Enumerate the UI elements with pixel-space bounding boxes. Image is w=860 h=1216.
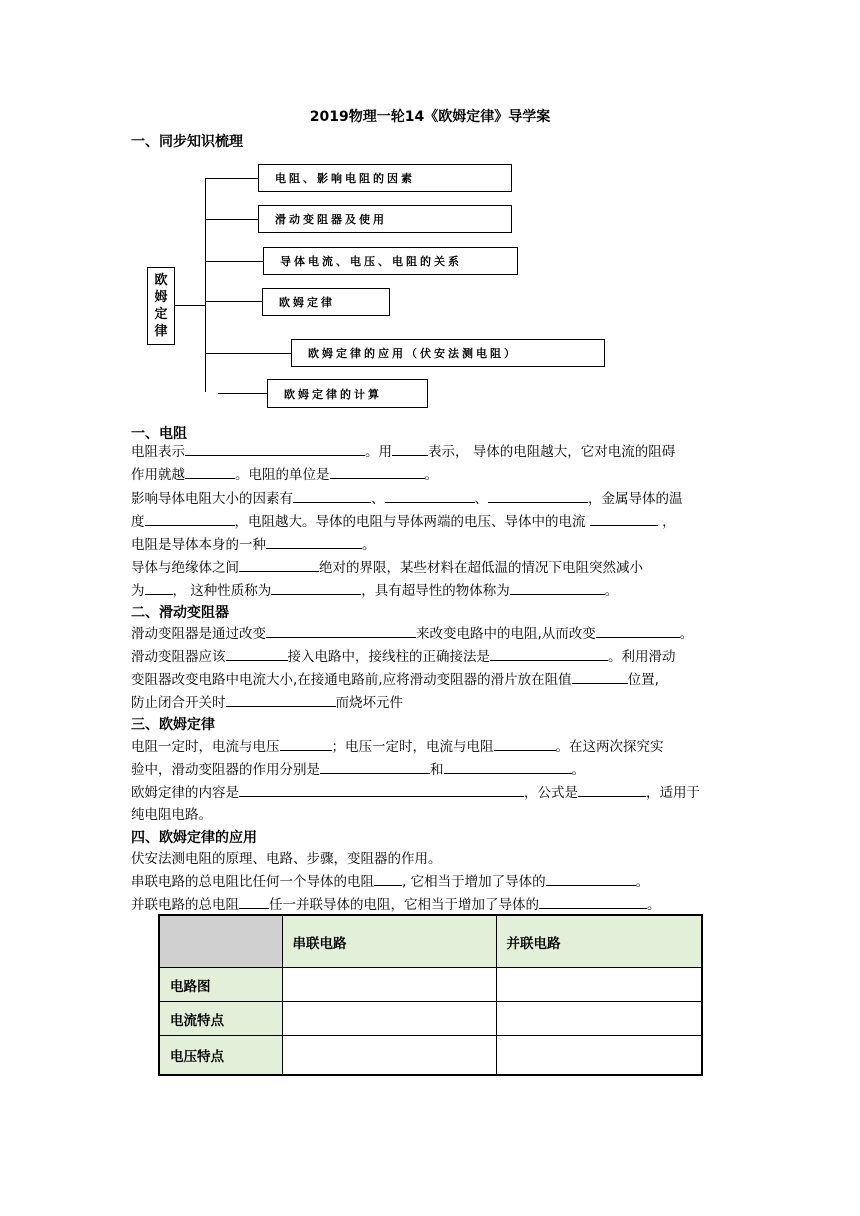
table-row bbox=[159, 968, 702, 1002]
text-line: 串联电路的总电阻比任何一个导体的电阻 , 它相当于增加了导体的 。 bbox=[131, 871, 649, 893]
mindmap-root-connector bbox=[175, 305, 205, 306]
table-cell bbox=[496, 1002, 702, 1036]
text-line: 并联电路的总电阻 任一并联导体的电阻，它相当于增加了导体的 。 bbox=[131, 894, 661, 916]
text-line: 为 ， 这种性质称为 ，具有超导性的物体称为 。 bbox=[131, 580, 618, 602]
text-line: 作用就越 。电阻的单位是 。 bbox=[131, 464, 438, 486]
mindmap-root-char: 姆 bbox=[154, 290, 168, 305]
table-cell bbox=[282, 1002, 496, 1036]
mindmap-root-char: 定 bbox=[154, 307, 168, 322]
table-row-label: 电压特点 bbox=[159, 1036, 282, 1076]
text-line: 滑动变阻器应该 接入电路中，接线柱的正确接法是 。利用滑动 bbox=[131, 646, 676, 668]
mindmap-branch bbox=[205, 353, 291, 354]
text-line: 度 ，电阻越大。导体的电阻与导体两端的电压、导体中的电流 ， bbox=[131, 511, 676, 533]
text-line: 验中，滑动变阻器的作用分别是 和 。 bbox=[131, 759, 585, 781]
section-heading-rheostat: 二、滑动变阻器 bbox=[131, 605, 229, 621]
table-cell bbox=[282, 1036, 496, 1076]
mindmap-root-char: 欧 bbox=[154, 273, 168, 288]
document-title: 2019物理一轮14《欧姆定律》导学案 bbox=[309, 109, 551, 125]
mindmap-node-relationship: 导体电流、电压、电阻的关系 bbox=[263, 247, 518, 275]
section-heading-resistance: 一、电阻 bbox=[131, 426, 187, 442]
text-line: 纯电阻电路。 bbox=[131, 807, 212, 823]
mindmap-branch bbox=[205, 219, 258, 220]
text-line: 导体与绝缘体之间 绝对的界限，某些材料在超低温的情况下电阻突然减小 bbox=[131, 557, 643, 579]
text-line: 电阻一定时，电流与电压 ；电压一定时，电流与电阻 。在这两次探究实 bbox=[131, 736, 664, 758]
table-header-row bbox=[159, 915, 702, 968]
table-header-parallel: 并联电路 bbox=[496, 915, 702, 968]
mindmap-branch bbox=[205, 178, 258, 179]
section-heading-knowledge: 一、同步知识梳理 bbox=[131, 134, 243, 150]
table-cell bbox=[496, 1036, 702, 1076]
text-line: 电阻是导体本身的一种 。 bbox=[131, 534, 376, 556]
table-header-series: 串联电路 bbox=[282, 915, 496, 968]
mindmap-node-application: 欧姆定律的应用（伏安法测电阻） bbox=[291, 339, 605, 367]
mindmap-branch bbox=[205, 301, 262, 302]
table-row bbox=[159, 1002, 702, 1036]
mindmap-branch bbox=[218, 393, 267, 394]
text-line: 欧姆定律的内容是 ，公式是 ，适用于 bbox=[131, 782, 700, 804]
table-row-label: 电流特点 bbox=[159, 1002, 282, 1036]
text-line: 伏安法测电阻的原理、电路、步骤，变阻器的作用。 bbox=[131, 851, 442, 867]
section-heading-ohms-law: 三、欧姆定律 bbox=[131, 717, 215, 733]
table-cell bbox=[282, 968, 496, 1002]
text-line: 影响导体电阻大小的因素有 、 、 ，金属导体的温 bbox=[131, 488, 683, 510]
table-corner-cell bbox=[159, 915, 282, 968]
table-row-label: 电路图 bbox=[159, 968, 282, 1002]
table-cell bbox=[496, 968, 702, 1002]
table-row bbox=[159, 1036, 702, 1076]
mindmap-node-ohms-law: 欧姆定律 bbox=[262, 288, 390, 316]
text-line: 电阻表示 。用 表示， 导体的电阻越大，它对电流的阻碍 bbox=[131, 441, 675, 463]
mindmap-node-rheostat: 滑动变阻器及使用 bbox=[258, 205, 512, 233]
mindmap-root bbox=[147, 267, 175, 345]
mindmap-trunk bbox=[205, 178, 206, 392]
mindmap-root-char: 律 bbox=[154, 324, 168, 339]
text-line: 防止闭合开关时 而烧坏元件 bbox=[131, 692, 403, 714]
text-line: 滑动变阻器是通过改变 来改变电路中的电阻,从而改变 。 bbox=[131, 623, 693, 645]
section-heading-application: 四、欧姆定律的应用 bbox=[131, 830, 257, 846]
mindmap-node-resistance: 电阻、影响电阻的因素 bbox=[258, 164, 512, 192]
mindmap-branch bbox=[205, 261, 263, 262]
mindmap-node-calculation: 欧姆定律的计算 bbox=[267, 379, 428, 408]
comparison-table bbox=[158, 914, 703, 1076]
text-line: 变阻器改变电路中电流大小,在接通电路前,应将滑动变阻器的滑片放在阻值 位置, bbox=[131, 669, 659, 691]
